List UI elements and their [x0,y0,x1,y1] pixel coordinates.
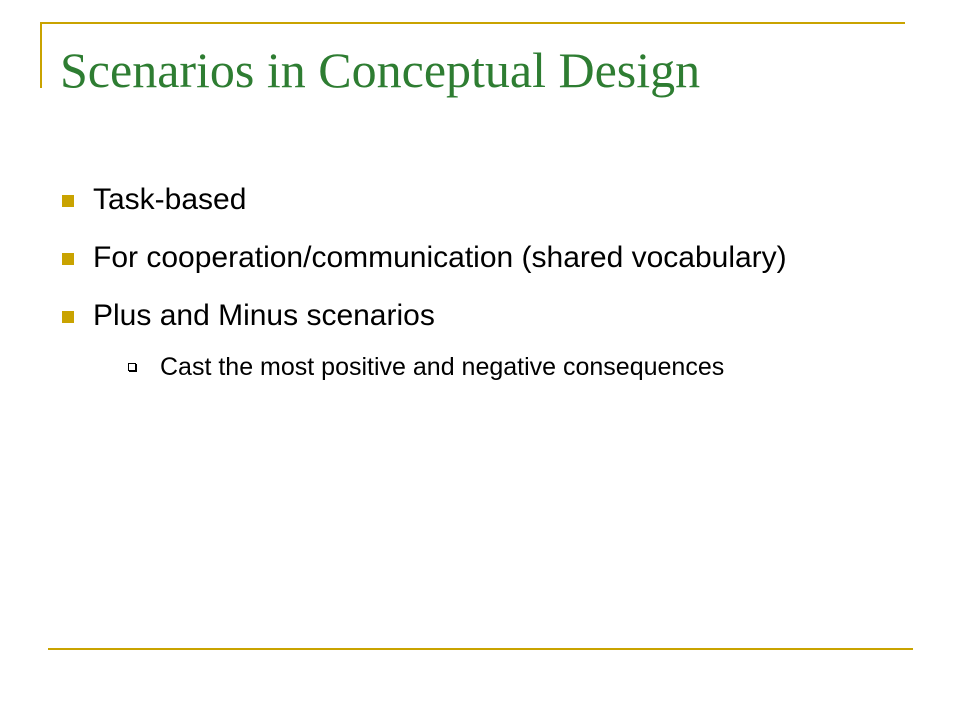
list-item [60,296,840,336]
filled-square-bullet-icon [62,311,74,323]
sub-bullet-text: Cast the most positive and negative consequences [160,353,725,381]
top-rule [40,22,905,24]
bullet-list [60,180,840,384]
list-item [128,350,840,384]
bullet-text: For cooperation/communication (shared vocabulary) [93,241,787,274]
bullet-text: Plus and Minus scenarios [93,299,435,332]
left-rule [40,22,42,88]
list-item [60,238,840,278]
bottom-rule [48,648,913,650]
list-item [60,180,840,220]
bullet-text: Task-based [93,183,247,216]
hollow-box-bullet-icon [128,363,136,371]
slide-title: Scenarios in Conceptual Design [60,42,701,98]
filled-square-bullet-icon [62,253,74,265]
filled-square-bullet-icon [62,195,74,207]
